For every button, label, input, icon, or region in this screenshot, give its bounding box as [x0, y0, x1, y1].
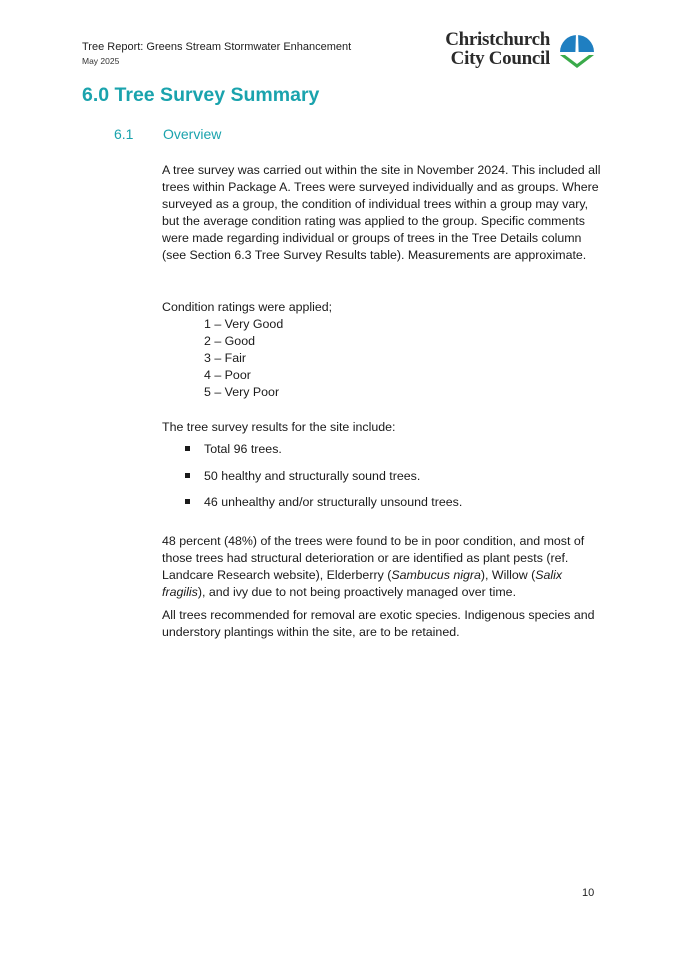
bullet-text: 46 unhealthy and/or structurally unsound trees. — [204, 495, 463, 509]
species-name: Salix fragilis — [162, 568, 563, 600]
rating-item: 1 – Very Good — [204, 317, 284, 331]
subsection-number: 6.1 — [114, 126, 134, 142]
report-title: Tree Report: Greens Stream Stormwater Enhancement — [82, 41, 352, 53]
rating-item: 5 – Very Poor — [204, 385, 280, 400]
bullet-text: Total 96 trees. — [204, 442, 282, 456]
page-number: 10 — [582, 887, 595, 899]
bullet-square-icon — [185, 499, 190, 504]
rating-item: 3 – Fair — [204, 351, 247, 366]
rating-item: 2 – Good — [204, 334, 255, 349]
removal-paragraph: All trees recommended for removal are exotic species. Indigenous species and understory plantings within the site, are to be retained. — [162, 608, 595, 640]
bullet-text: 50 healthy and structurally sound trees. — [204, 468, 421, 483]
bullet-square-icon — [185, 473, 190, 478]
subsection-title: Overview — [163, 126, 222, 142]
logo-wordmark — [445, 30, 550, 68]
survey-intro-paragraph: A tree survey was carried out within the site in November 2024. This included all trees within Package A. Trees were surveyed individually and as groups. Where surveyed as a group, the condition of individual trees within a group may vary, but the average condition rating was applied to the group. Specific comments were made regarding individual or groups of trees in the Tree Details column (see Section 6.3 Tree Survey Results table). Measurements are approximate. — [162, 163, 601, 263]
report-date: May 2025 — [82, 56, 120, 66]
p4-text-c: ), and ivy due to not being proactively managed over time. — [197, 585, 517, 600]
poor-condition-paragraph — [162, 533, 602, 601]
logo-line-2: City Council — [450, 48, 550, 69]
bullet-square-icon — [185, 446, 190, 451]
p4-text-a: 48 percent (48%) of the trees were found to be in poor condition, and most of those trees had structural deterioration or are identified as plant pests (ref. Landcare Research website), Elderberry ( — [162, 534, 585, 583]
council-emblem-icon — [556, 28, 598, 70]
species-name: Sambucus nigra — [391, 568, 481, 583]
christchurch-city-council-logo — [428, 28, 598, 72]
logo-line-1: Christchurch — [445, 29, 550, 50]
section-heading: 6.0 Tree Survey Summary — [82, 84, 320, 106]
condition-ratings-intro: Condition ratings were applied; — [162, 300, 333, 314]
p4-text-b: ), Willow ( — [480, 568, 536, 583]
rating-item: 4 – Poor — [204, 368, 251, 383]
results-intro: The tree survey results for the site include: — [162, 420, 396, 434]
condition-ratings-list — [204, 316, 283, 401]
